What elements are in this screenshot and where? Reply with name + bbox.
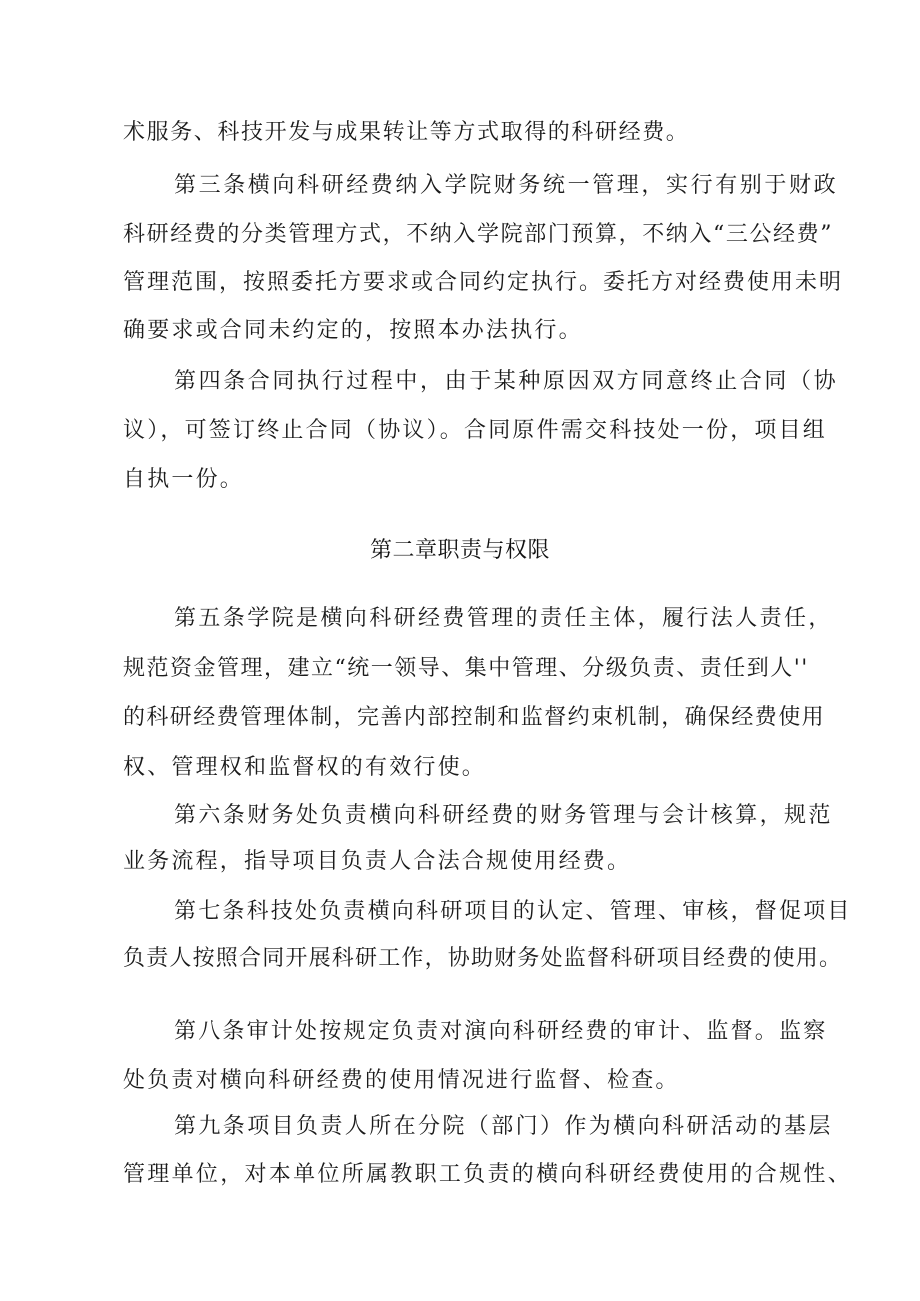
- text-line: 议），可签订终止合同（协议）。合同原件需交科技处一份，项目组: [123, 418, 828, 443]
- text-line: 权、管理权和监督权的有效行使。: [123, 755, 487, 780]
- text-line: 业务流程，指导项目负责人合法合规使用经费。: [123, 849, 632, 874]
- text-line: 负责人按照合同开展科研工作，协助财务处监督科研项目经费的使用。: [123, 946, 843, 971]
- text-line: 术服务、科技开发与成果转让等方式取得的科研经费。: [123, 120, 690, 145]
- text-line: 的科研经费管理体制，完善内部控制和监督约束机制，确保经费使用: [123, 705, 826, 730]
- text-line: 管理单位，对本单位所属教职工负责的横向科研经费使用的合规性、: [123, 1162, 853, 1187]
- text-line: 第六条财务处负责横向科研经费的财务管理与会计核算，规范: [174, 803, 833, 828]
- text-line: 第七条科技处负责横向科研项目的认定、管理、审核，督促项目: [174, 899, 852, 924]
- text-line: 规范资金管理，建立“统一领导、集中管理、分级负责、责任到人'': [123, 656, 809, 681]
- chapter-heading: 第二章职责与权限: [369, 538, 550, 563]
- text-line: 第九条项目负责人所在分院（部门）作为横向科研活动的基层: [174, 1114, 833, 1139]
- text-line: 第五条学院是横向科研经费管理的责任主体，履行法人责任，: [174, 606, 833, 631]
- text-line: 第四条合同执行过程中，由于某种原因双方同意终止合同（协: [174, 369, 839, 394]
- text-line: 自执一份。: [123, 467, 245, 492]
- text-line: 第八条审计处按规定负责对演向科研经费的审计、监督。监察: [174, 1019, 828, 1044]
- text-line: 确要求或合同未约定的，按照本办法执行。: [123, 318, 583, 343]
- text-line: 管理范围，按照委托方要求或合同约定执行。委托方对经费使用未明: [123, 270, 844, 295]
- text-line: 第三条横向科研经费纳入学院财务统一管理，实行有别于财政: [174, 173, 839, 198]
- text-line: 科研经费的分类管理方式，不纳入学院部门预算，不纳入“三公经费”: [123, 222, 834, 247]
- text-line: 处负责对横向科研经费的使用情况进行监督、检查。: [123, 1068, 680, 1093]
